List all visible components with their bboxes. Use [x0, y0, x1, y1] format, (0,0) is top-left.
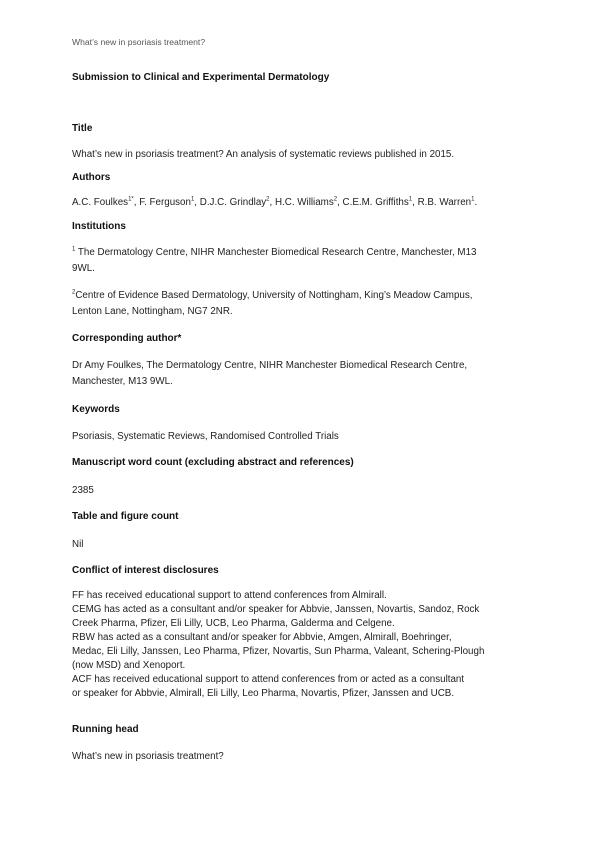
author-name: H.C. Williams — [274, 197, 334, 208]
keywords-heading: Keywords — [72, 404, 120, 415]
coi-line: Medac, Eli Lilly, Janssen, Leo Pharma, Pfizer, Novartis, Sun Pharma, Valeant, Schering-Plough — [72, 646, 485, 657]
author-name: C.E.M. Griffiths — [342, 197, 409, 208]
institutions-heading: Institutions — [72, 221, 126, 232]
title-text: What’s new in psoriasis treatment? An analysis of systematic reviews published in 2015. — [72, 149, 455, 160]
institution-line: Lenton Lane, Nottingham, NG7 2NR. — [72, 305, 233, 317]
author-affiliation: 2 — [333, 196, 338, 203]
institution-2 — [72, 288, 527, 319]
author-separator: , — [194, 197, 200, 208]
authors-list — [72, 195, 527, 211]
corresponding-line: Dr Amy Foulkes, The Dermatology Centre, NIHR Manchester Biomedical Research Centre, — [72, 360, 468, 371]
title-heading: Title — [72, 123, 93, 134]
keywords-text: Psoriasis, Systematic Reviews, Randomised Controlled Trials — [72, 431, 339, 442]
author-affiliation: 1 — [408, 196, 413, 203]
author-affiliation: 1* — [128, 196, 134, 203]
institution-number: 1 — [72, 246, 76, 253]
coi-text — [72, 589, 527, 701]
submission-line: Submission to Clinical and Experimental Dermatology — [72, 72, 330, 83]
author-affiliation: 2 — [266, 196, 270, 203]
word-count-heading: Manuscript word count (excluding abstract and references) — [72, 457, 354, 468]
coi-heading: Conflict of interest disclosures — [72, 565, 219, 576]
author-list-end: . — [474, 197, 478, 208]
coi-line: or speaker for Abbvie, Almirall, Eli Lilly, Leo Pharma, Novartis, Pfizer, Janssen and UCB. — [72, 688, 455, 699]
institution-1 — [72, 245, 527, 276]
author-affiliation: 1 — [190, 196, 195, 203]
corresponding-line: Manchester, M13 9WL. — [72, 375, 173, 387]
author-name: R.B. Warren — [417, 197, 472, 208]
author-name: F. Ferguson — [139, 197, 191, 208]
corresponding-heading: Corresponding author* — [72, 333, 182, 344]
coi-line: Creek Pharma, Pfizer, Eli Lilly, UCB, Leo Pharma, Galderma and Celgene. — [72, 618, 395, 629]
author-separator: , — [337, 197, 343, 208]
table-figure-value: Nil — [72, 539, 84, 550]
author-separator: , — [269, 197, 275, 208]
institution-number: 2 — [72, 289, 76, 296]
authors-heading: Authors — [72, 172, 111, 183]
author-name: A.C. Foulkes — [72, 197, 129, 208]
institution-line: Centre of Evidence Based Dermatology, University of Nottingham, King’s Meadow Campus, — [75, 290, 473, 301]
institution-line: The Dermatology Centre, NIHR Manchester Biomedical Research Centre, Manchester, M13 — [75, 247, 477, 258]
author-affiliation: 1 — [471, 196, 475, 203]
page-header: What’s new in psoriasis treatment? — [72, 37, 206, 47]
author-separator: , — [133, 197, 140, 208]
coi-line: RBW has acted as a consultant and/or speaker for Abbvie, Amgen, Almirall, Boehringer, — [72, 632, 452, 643]
coi-line: (now MSD) and Xenoport. — [72, 660, 186, 671]
table-figure-heading: Table and figure count — [72, 511, 179, 522]
word-count-value: 2385 — [72, 485, 94, 496]
coi-line: ACF has received educational support to attend conferences from or acted as a consultant — [72, 674, 465, 685]
running-head-heading: Running head — [72, 724, 139, 735]
running-head-text: What’s new in psoriasis treatment? — [72, 751, 224, 762]
author-separator: , — [412, 197, 418, 208]
coi-line: FF has received educational support to attend conferences from Almirall. — [72, 590, 387, 601]
coi-line: CEMG has acted as a consultant and/or speaker for Abbvie, Janssen, Novartis, Sandoz, Rock — [72, 604, 480, 615]
corresponding-address — [72, 358, 527, 389]
institution-line: 9WL. — [72, 262, 95, 274]
author-name: D.J.C. Grindlay — [199, 197, 267, 208]
